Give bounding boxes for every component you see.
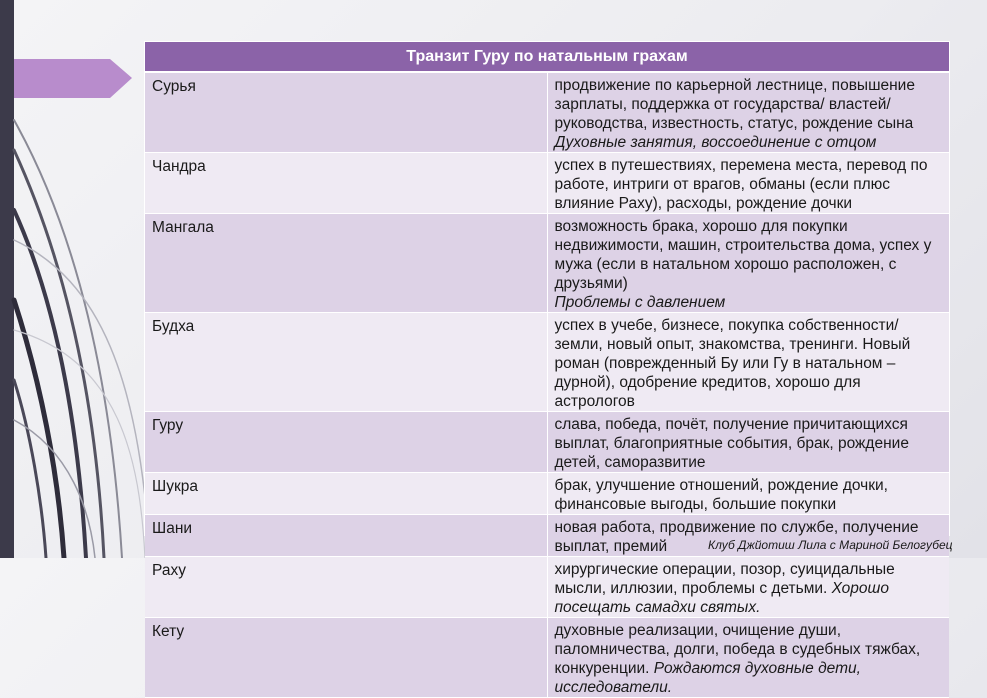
purple-arrow-shape <box>0 0 140 120</box>
planet-name: Будха <box>145 313 547 412</box>
transit-description <box>547 153 949 214</box>
description-text: духовные реализации, очищение души, паломничества, долги, победа в судебных тяжбах, конкуренции. <box>554 622 921 677</box>
description-text: слава, победа, почёт, получение причитающихся выплат, благоприятные события, брак, рождение детей, саморазвитие <box>554 416 909 471</box>
description-italic-note: Духовные занятия, воссоединение с отцом <box>554 134 877 151</box>
table-row <box>145 214 949 313</box>
planet-name: Сурья <box>145 72 547 153</box>
planet-name: Раху <box>145 557 547 618</box>
planet-name: Чандра <box>145 153 547 214</box>
table-row <box>145 153 949 214</box>
description-text: хирургические операции, позор, суицидальные мысли, иллюзии, проблемы с детьми. <box>554 561 895 597</box>
description-text: возможность брака, хорошо для покупки недвижимости, машин, строительства дома, успех у мужа (если в натальном хорошо расположен, с друзьями) <box>554 218 932 292</box>
planet-name: Кету <box>145 618 547 698</box>
table-row <box>145 412 949 473</box>
planet-name: Шани <box>145 515 547 557</box>
footer-credit: Клуб Джйотиш Лила с Мариной Белогубец <box>708 538 953 552</box>
planet-name: Мангала <box>145 214 547 313</box>
description-text: продвижение по карьерной лестнице, повышение зарплаты, поддержка от государства/ властей/ руководства, известность, статус, рождение сына <box>554 77 915 132</box>
description-italic-note: Проблемы с давлением <box>554 294 726 311</box>
transit-description <box>547 473 949 515</box>
transit-description <box>547 412 949 473</box>
transit-description <box>547 72 949 153</box>
table-row <box>145 473 949 515</box>
description-text: брак, улучшение отношений, рождение дочки, финансовые выгоды, большие покупки <box>554 477 888 513</box>
table-row <box>145 557 949 618</box>
table-row <box>145 72 949 153</box>
transit-description <box>547 214 949 313</box>
description-text: успех в путешествиях, перемена места, перевод по работе, интриги от врагов, обманы (если плюс влияние Раху), расходы, рождение дочки <box>554 157 928 212</box>
transit-description <box>547 618 949 698</box>
description-italic-note: Рождаются духовные дети, исследователи. <box>554 660 861 696</box>
table-title: Транзит Гуру по натальным грахам <box>145 42 949 72</box>
table-row <box>145 618 949 698</box>
description-italic-note: Хорошо посещать самадхи святых. <box>554 580 890 616</box>
planet-name: Шукра <box>145 473 547 515</box>
description-text: новая работа, продвижение по службе, получение выплат, премий <box>554 519 919 555</box>
transit-description <box>547 557 949 618</box>
transit-description <box>547 313 949 412</box>
planet-name: Гуру <box>145 412 547 473</box>
description-text: успех в учебе, бизнесе, покупка собственности/земли, новый опыт, знакомства, тренинги. Новый роман (поврежденный Бу или Гу в натальном – дурной), одобрение кредитов, хорошо для астрологов <box>554 317 911 410</box>
table-row <box>145 313 949 412</box>
